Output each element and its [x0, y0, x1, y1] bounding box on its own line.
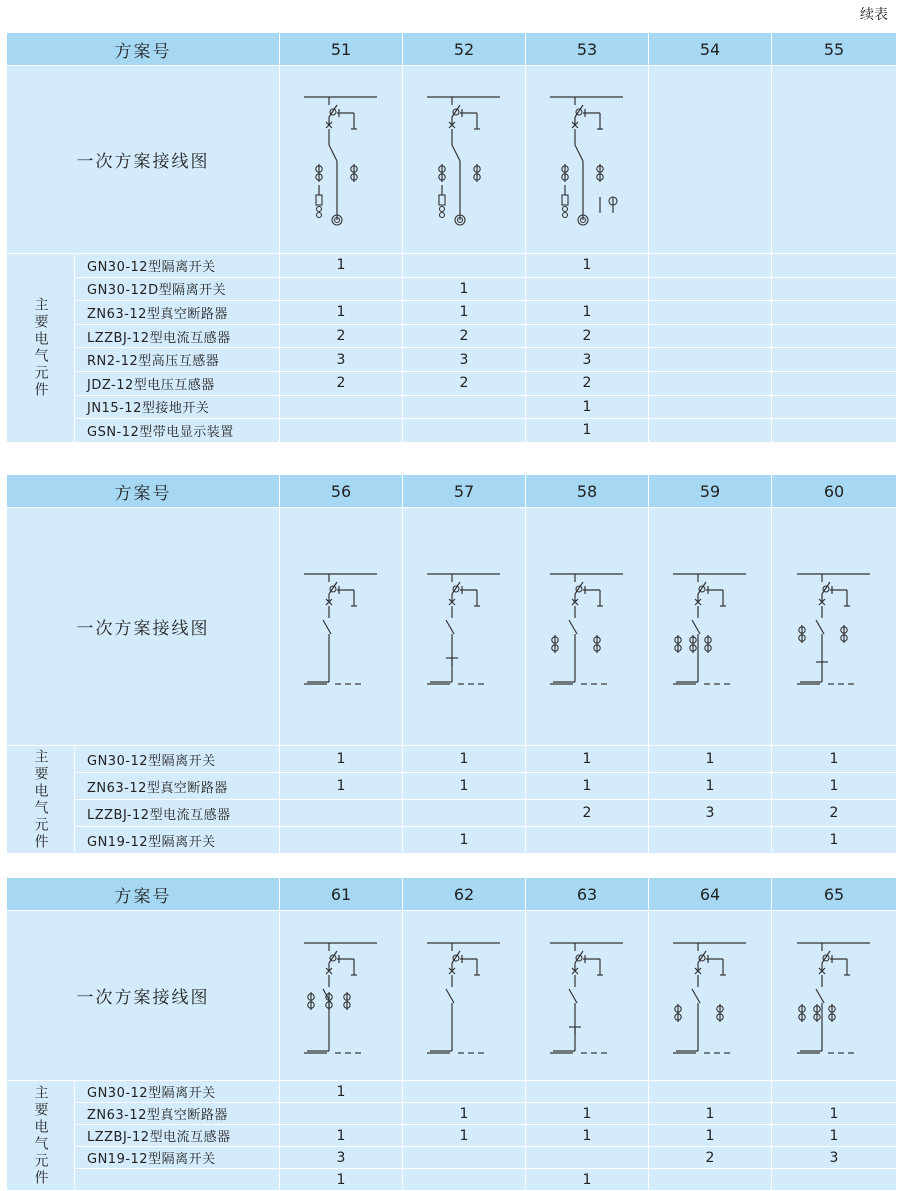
scheme-number: 64: [649, 878, 772, 911]
component-quantity: [526, 1081, 649, 1103]
component-name: LZZBJ-12型电流互感器: [75, 800, 280, 827]
component-quantity: [280, 827, 403, 854]
component-quantity: 3: [526, 348, 649, 372]
diagram-label: 一次方案接线图: [7, 508, 280, 746]
component-quantity: 1: [526, 746, 649, 773]
component-quantity: 1: [403, 1125, 526, 1147]
diagram-cell: [403, 66, 526, 254]
component-quantity: 1: [772, 1103, 897, 1125]
component-quantity: 1: [526, 301, 649, 325]
component-quantity: [649, 301, 772, 325]
component-quantity: 1: [649, 773, 772, 800]
scheme-number: 61: [280, 878, 403, 911]
diagram-cell: [403, 911, 526, 1081]
scheme-number: 59: [649, 475, 772, 508]
component-quantity: 1: [280, 1169, 403, 1191]
component-quantity: [403, 800, 526, 827]
diagram-cell: [280, 66, 403, 254]
component-name: GN30-12D型隔离开关: [75, 277, 280, 301]
component-quantity: [526, 827, 649, 854]
wiring-diagram: [299, 562, 383, 692]
component-name: ZN63-12型真空断路器: [75, 773, 280, 800]
component-quantity: 2: [280, 371, 403, 395]
component-name: RN2-12型高压互感器: [75, 348, 280, 372]
section-label-cell: [7, 1081, 75, 1191]
wiring-diagram: [422, 931, 506, 1061]
component-quantity: 2: [403, 371, 526, 395]
component-name: GN30-12型隔离开关: [75, 746, 280, 773]
component-name: ZN63-12型真空断路器: [75, 301, 280, 325]
component-quantity: [772, 371, 897, 395]
component-quantity: [403, 1147, 526, 1169]
component-quantity: 1: [403, 827, 526, 854]
component-quantity: [772, 395, 897, 419]
component-quantity: [772, 1081, 897, 1103]
component-name: GSN-12型带电显示装置: [75, 419, 280, 443]
wiring-diagram: [545, 562, 629, 692]
component-quantity: 1: [649, 1103, 772, 1125]
component-quantity: 1: [280, 301, 403, 325]
component-quantity: 1: [280, 746, 403, 773]
wiring-diagram: [545, 85, 629, 235]
component-quantity: [649, 395, 772, 419]
wiring-diagram: [792, 931, 876, 1061]
component-quantity: [772, 348, 897, 372]
diagram-cell: [280, 508, 403, 746]
component-quantity: 1: [649, 1125, 772, 1147]
component-quantity: [280, 395, 403, 419]
scheme-number: 51: [280, 33, 403, 66]
scheme-table: [6, 474, 897, 854]
component-quantity: [649, 1169, 772, 1191]
wiring-diagram: [668, 931, 752, 1061]
scheme-number-label: 方案号: [7, 33, 280, 66]
scheme-table: [6, 877, 897, 1191]
component-quantity: 1: [526, 1103, 649, 1125]
scheme-number: 60: [772, 475, 897, 508]
component-quantity: [403, 254, 526, 278]
scheme-number: 63: [526, 878, 649, 911]
component-quantity: [772, 419, 897, 443]
component-quantity: [280, 277, 403, 301]
component-quantity: [403, 1169, 526, 1191]
component-quantity: 1: [526, 1169, 649, 1191]
component-quantity: 2: [526, 324, 649, 348]
wiring-diagram: [668, 95, 752, 225]
scheme-number: 57: [403, 475, 526, 508]
component-quantity: [403, 395, 526, 419]
component-quantity: 1: [649, 746, 772, 773]
component-quantity: 3: [403, 348, 526, 372]
component-name: [75, 1169, 280, 1191]
scheme-number: 55: [772, 33, 897, 66]
component-quantity: [649, 324, 772, 348]
diagram-cell: [649, 911, 772, 1081]
component-quantity: 1: [526, 395, 649, 419]
scheme-number: 56: [280, 475, 403, 508]
scheme-number-label: 方案号: [7, 475, 280, 508]
component-name: GN19-12型隔离开关: [75, 827, 280, 854]
component-quantity: 3: [280, 1147, 403, 1169]
diagram-cell: [526, 911, 649, 1081]
section-label-cell: [7, 746, 75, 854]
wiring-diagram: [299, 931, 383, 1061]
diagram-cell: [649, 66, 772, 254]
component-quantity: 3: [649, 800, 772, 827]
component-quantity: [772, 277, 897, 301]
component-quantity: [280, 1103, 403, 1125]
diagram-label: 一次方案接线图: [7, 911, 280, 1081]
component-quantity: [649, 1081, 772, 1103]
diagram-cell: [649, 508, 772, 746]
component-quantity: 1: [280, 1081, 403, 1103]
diagram-cell: [526, 66, 649, 254]
component-quantity: 1: [403, 746, 526, 773]
component-quantity: [280, 800, 403, 827]
component-quantity: [649, 419, 772, 443]
scheme-number: 65: [772, 878, 897, 911]
component-quantity: [403, 1081, 526, 1103]
component-name: LZZBJ-12型电流互感器: [75, 1125, 280, 1147]
component-quantity: 2: [526, 371, 649, 395]
scheme-number: 58: [526, 475, 649, 508]
component-quantity: 1: [526, 254, 649, 278]
component-quantity: [649, 371, 772, 395]
continued-label: 续表: [860, 7, 888, 23]
component-quantity: 1: [280, 773, 403, 800]
wiring-diagram: [668, 562, 752, 692]
component-quantity: 3: [772, 1147, 897, 1169]
scheme-number: 54: [649, 33, 772, 66]
component-quantity: 2: [649, 1147, 772, 1169]
component-quantity: 2: [280, 324, 403, 348]
component-quantity: 1: [772, 827, 897, 854]
component-quantity: 1: [280, 1125, 403, 1147]
diagram-cell: [403, 508, 526, 746]
diagram-cell: [772, 66, 897, 254]
component-quantity: [772, 1169, 897, 1191]
component-name: ZN63-12型真空断路器: [75, 1103, 280, 1125]
component-name: LZZBJ-12型电流互感器: [75, 324, 280, 348]
scheme-number: 62: [403, 878, 526, 911]
scheme-number: 52: [403, 33, 526, 66]
component-quantity: 1: [403, 773, 526, 800]
component-quantity: [280, 419, 403, 443]
component-quantity: [649, 277, 772, 301]
scheme-table: [6, 32, 897, 443]
wiring-diagram: [545, 931, 629, 1061]
component-quantity: [526, 1147, 649, 1169]
component-quantity: 2: [526, 800, 649, 827]
component-quantity: 1: [772, 1125, 897, 1147]
component-name: GN19-12型隔离开关: [75, 1147, 280, 1169]
component-name: JN15-12型接地开关: [75, 395, 280, 419]
component-quantity: [772, 254, 897, 278]
section-label: 主要电气元件: [32, 748, 49, 851]
component-quantity: [649, 827, 772, 854]
wiring-diagram: [792, 95, 876, 225]
component-quantity: 1: [772, 746, 897, 773]
scheme-number-label: 方案号: [7, 878, 280, 911]
wiring-diagram: [299, 85, 383, 235]
component-quantity: [649, 254, 772, 278]
wiring-diagram: [422, 85, 506, 235]
component-quantity: [772, 324, 897, 348]
diagram-cell: [526, 508, 649, 746]
component-quantity: 2: [772, 800, 897, 827]
component-quantity: 1: [280, 254, 403, 278]
section-label-cell: [7, 254, 75, 443]
section-label: 主要电气元件: [32, 296, 49, 399]
component-quantity: [526, 277, 649, 301]
component-quantity: [772, 301, 897, 325]
component-name: GN30-12型隔离开关: [75, 254, 280, 278]
component-quantity: 1: [772, 773, 897, 800]
component-quantity: [649, 348, 772, 372]
component-quantity: 1: [403, 301, 526, 325]
component-quantity: 2: [403, 324, 526, 348]
component-name: JDZ-12型电压互感器: [75, 371, 280, 395]
component-quantity: 1: [526, 419, 649, 443]
wiring-diagram: [792, 562, 876, 692]
component-quantity: 3: [280, 348, 403, 372]
component-name: GN30-12型隔离开关: [75, 1081, 280, 1103]
section-label: 主要电气元件: [32, 1084, 49, 1187]
diagram-cell: [280, 911, 403, 1081]
diagram-cell: [772, 911, 897, 1081]
diagram-label: 一次方案接线图: [7, 66, 280, 254]
component-quantity: 1: [526, 1125, 649, 1147]
diagram-cell: [772, 508, 897, 746]
wiring-diagram: [422, 562, 506, 692]
component-quantity: 1: [403, 277, 526, 301]
component-quantity: 1: [526, 773, 649, 800]
component-quantity: 1: [403, 1103, 526, 1125]
scheme-number: 53: [526, 33, 649, 66]
component-quantity: [403, 419, 526, 443]
